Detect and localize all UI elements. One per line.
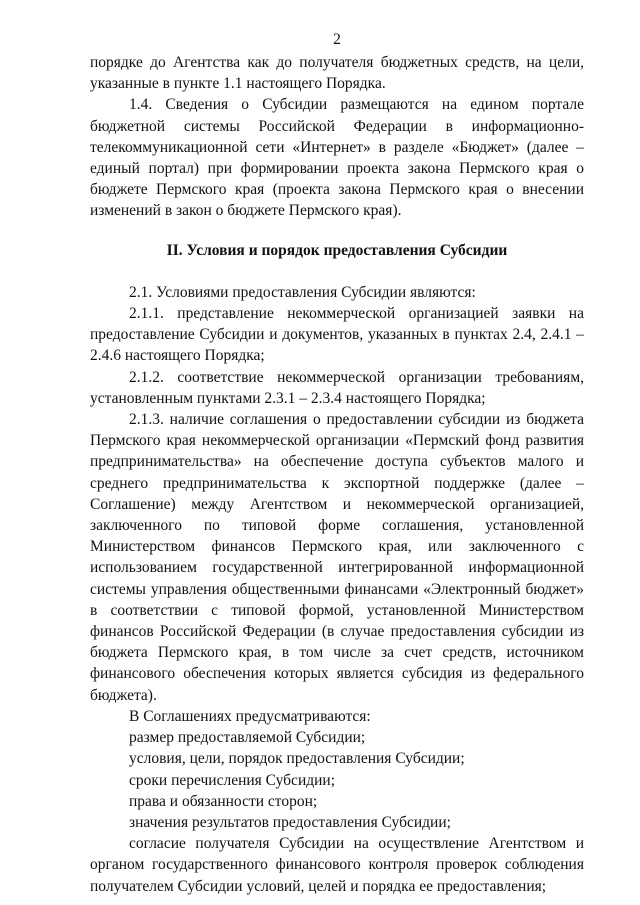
list-item: права и обязанности сторон; xyxy=(129,792,318,810)
paragraph-2-1-3: 2.1.3. наличие соглашения о предоставлении субсидии из бюджета Пермского края некоммерческой организации «Пермский фонд развития предпринимательства» на обеспечение доступа субъектов малого и среднего предпринимательства к экспортной поддержке (далее – Соглашение) между Агентством и некоммерческой организацией, заключенного по типовой форме соглашения, установленной Министерством финансов Пермского края, или заключенного с использованием государственной интегрированной информационной системы управления общественными финансами «Электронный бюджет» в соответствии с типовой формой, установленной Министерством финансов Российской Федерации (в случае предоставления субсидии из бюджета Пермского края, в том числе за счет средств, источником финансового обеспечения которых является субсидия из федерального бюджета). xyxy=(90,411,584,704)
page-number: 2 xyxy=(333,31,341,48)
list-item: размер предоставляемой Субсидии; xyxy=(129,729,366,747)
list-item: сроки перечисления Субсидии; xyxy=(129,771,336,789)
list-item: значения результатов предоставления Субсидии; xyxy=(129,813,451,831)
paragraph-1-4: 1.4. Сведения о Субсидии размещаются на едином портале бюджетной системы Российской Федерации в информационно-телекоммуникационной сети «Интернет» в разделе «Бюджет» (далее – единый портал) при формировании проекта закона Пермского края о бюджете Пермского края (проекта закона Пермского края о внесении изменений в закон о бюджете Пермского края). xyxy=(90,96,584,220)
paragraph-2-1-1: 2.1.1. представление некоммерческой организацией заявки на предоставление Субсидии и документов, указанных в пунктах 2.4, 2.4.1 – 2.4.6 настоящего Порядка; xyxy=(90,305,584,365)
list-item: условия, цели, порядок предоставления Субсидии; xyxy=(129,750,465,768)
paragraph-2-1: 2.1. Условиями предоставления Субсидии являются: xyxy=(129,283,476,301)
paragraph-agreements-intro: В Соглашениях предусматриваются: xyxy=(129,707,371,725)
paragraph-2-1-2: 2.1.2. соответствие некоммерческой организации требованиям, установленным пунктами 2.3.1 – 2.3.4 настоящего Порядка; xyxy=(90,368,584,407)
paragraph-continuation: порядке до Агентства как до получателя бюджетных средств, на цели, указанные в пункте 1.1 настоящего Порядка. xyxy=(90,54,584,93)
document-body xyxy=(90,52,584,897)
section-heading: II. Условия и порядок предоставления Субсидии xyxy=(166,241,508,259)
paragraph-consent: согласие получателя Субсидии на осуществление Агентством и органом государственного финансового контроля проверок соблюдения получателем Субсидии условий, целей и порядка ее предоставления; xyxy=(90,835,584,895)
